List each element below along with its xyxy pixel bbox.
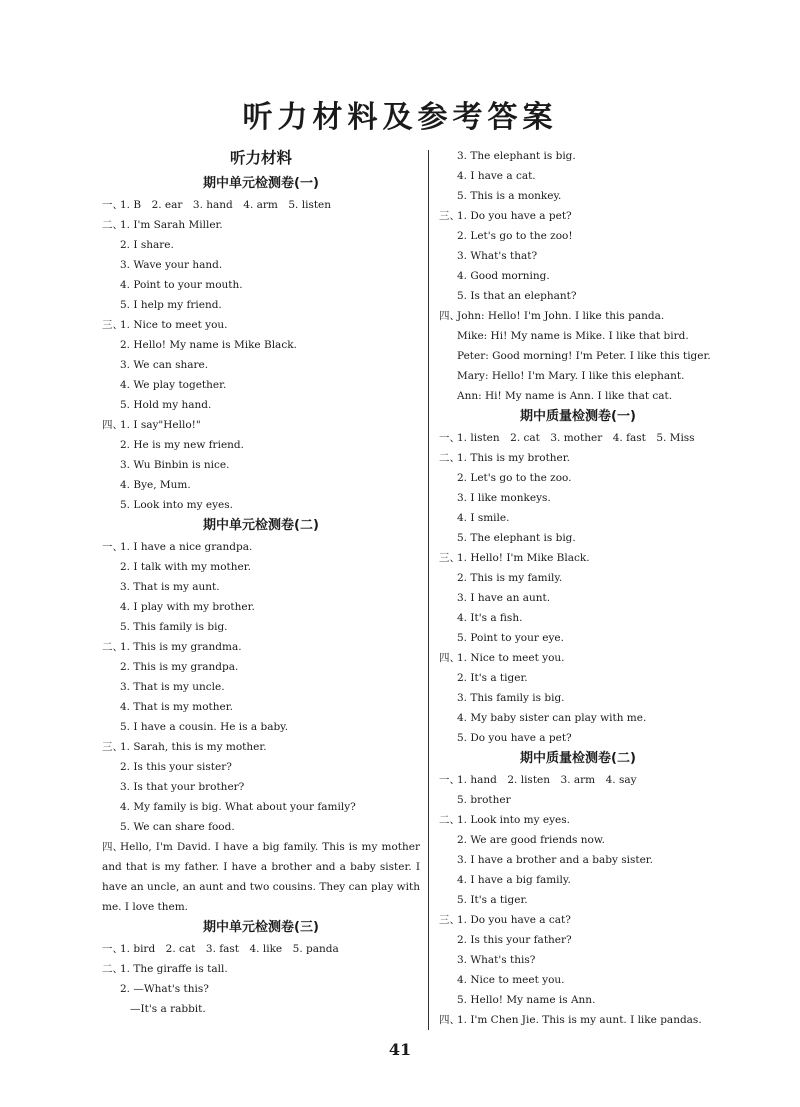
section-heading: 听力材料 <box>229 149 292 167</box>
answer-line: 4. That is my mother. <box>120 701 233 713</box>
answer-line: 3. Wu Binbin is nice. <box>120 459 230 471</box>
answer-line: 2. It's a tiger. <box>457 672 528 684</box>
answer-line: 3. Wave your hand. <box>120 259 223 271</box>
answer-line: 4. My family is big. What about your family? <box>120 801 356 813</box>
left-column <box>102 146 420 1019</box>
answer-text: 1. I'm Chen Jie. This is my aunt. I like pandas. <box>457 1014 702 1026</box>
answer-line: 4. I have a big family. <box>457 874 571 886</box>
answer-line: 3. I have a brother and a baby sister. <box>457 854 653 866</box>
question-number: 四、 <box>439 652 460 664</box>
column-divider <box>428 150 429 1030</box>
answer-line: 3. I like monkeys. <box>457 492 551 504</box>
question-number: 三、 <box>439 552 460 564</box>
answer-line: 4. My baby sister can play with me. <box>457 712 647 724</box>
answer-line: 5. This family is big. <box>120 621 228 633</box>
answer-line: Ann: Hi! My name is Ann. I like that cat. <box>457 390 673 402</box>
answer-line: 2. Let's go to the zoo. <box>457 472 572 484</box>
question-number: 四、 <box>439 310 460 322</box>
answer-line <box>102 195 420 215</box>
answer-text: 1. I'm Sarah Miller. <box>120 219 223 231</box>
answer-line <box>439 648 717 668</box>
answer-text: 1. Nice to meet you. <box>120 319 228 331</box>
question-number: 三、 <box>439 914 460 926</box>
answer-line: 2. This is my family. <box>457 572 563 584</box>
test-heading: 期中质量检测卷(二) <box>520 751 636 766</box>
answer-text: 1. This is my grandma. <box>120 641 242 653</box>
test-heading: 期中单元检测卷(二) <box>203 518 319 533</box>
answer-line <box>102 737 420 757</box>
question-number: 三、 <box>439 210 460 222</box>
answer-line: —It's a rabbit. <box>130 1003 206 1015</box>
answer-line <box>439 770 717 790</box>
answer-line: 3. What's that? <box>457 250 538 262</box>
answer-line: 4. Point to your mouth. <box>120 279 243 291</box>
answer-text: 1. listen 2. cat 3. mother 4. fast 5. Miss <box>457 432 695 444</box>
answer-text: 1. Look into my eyes. <box>457 814 570 826</box>
answer-line: 4. Good morning. <box>457 270 550 282</box>
question-number: 一、 <box>439 432 460 444</box>
question-number: 二、 <box>439 452 460 464</box>
answer-line: 2. —What's this? <box>120 983 209 995</box>
question-number: 二、 <box>102 219 123 231</box>
question-number: 一、 <box>102 199 123 211</box>
question-number: 一、 <box>102 943 123 955</box>
answer-line: 3. Is that your brother? <box>120 781 245 793</box>
answer-line <box>102 537 420 557</box>
passage-text: Hello, I'm David. I have a big family. This is my mother and that is my father. I have a brother and a baby sister. I have an uncle, an aunt and two cousins. They can play with me. I love them. <box>102 841 420 913</box>
answer-line: 3. What's this? <box>457 954 536 966</box>
answer-line <box>102 939 420 959</box>
answer-line: 2. Is this your father? <box>457 934 572 946</box>
question-number: 一、 <box>439 774 460 786</box>
answer-line <box>439 910 717 930</box>
answer-line: 3. That is my aunt. <box>120 581 220 593</box>
answer-text: 1. I have a nice grandpa. <box>120 541 253 553</box>
answer-text: John: Hello! I'm John. I like this panda. <box>457 310 665 322</box>
answer-line <box>439 428 717 448</box>
answer-line <box>439 1010 717 1030</box>
answer-line: 2. Hello! My name is Mike Black. <box>120 339 297 351</box>
answer-text: 1. Nice to meet you. <box>457 652 565 664</box>
answer-line <box>102 959 420 979</box>
answer-line <box>439 548 717 568</box>
answer-line: 5. Hold my hand. <box>120 399 212 411</box>
answer-line: 2. Is this your sister? <box>120 761 232 773</box>
answer-line: 3. This family is big. <box>457 692 565 704</box>
right-content <box>439 146 717 1030</box>
answer-line: 5. I have a cousin. He is a baby. <box>120 721 289 733</box>
answer-line: 2. I talk with my mother. <box>120 561 251 573</box>
answer-line <box>439 810 717 830</box>
question-number: 四、 <box>102 841 123 853</box>
answer-line: Peter: Good morning! I'm Peter. I like this tiger. <box>457 350 711 362</box>
answer-text: 1. hand 2. listen 3. arm 4. say <box>457 774 637 786</box>
answer-line: 4. I play with my brother. <box>120 601 255 613</box>
answer-line <box>102 415 420 435</box>
answer-line: 5. Is that an elephant? <box>457 290 577 302</box>
question-number: 二、 <box>102 641 123 653</box>
answer-line: 5. We can share food. <box>120 821 235 833</box>
answer-line <box>102 215 420 235</box>
answer-line: Mike: Hi! My name is Mike. I like that bird. <box>457 330 689 342</box>
answer-line: 4. I smile. <box>457 512 510 524</box>
answer-line: 2. I share. <box>120 239 174 251</box>
question-number: 四、 <box>102 419 123 431</box>
answer-line: Mary: Hello! I'm Mary. I like this elephant. <box>457 370 685 382</box>
answer-line: 4. We play together. <box>120 379 227 391</box>
answer-line <box>102 637 420 657</box>
answer-line: 3. The elephant is big. <box>457 150 576 162</box>
answer-line: 5. This is a monkey. <box>457 190 562 202</box>
answer-line <box>439 448 717 468</box>
answer-text: 1. This is my brother. <box>457 452 570 464</box>
question-number: 四、 <box>439 1014 460 1026</box>
answer-text: 1. Do you have a cat? <box>457 914 571 926</box>
answer-line: 5. Do you have a pet? <box>457 732 572 744</box>
question-number: 二、 <box>439 814 460 826</box>
answer-text: 1. Hello! I'm Mike Black. <box>457 552 590 564</box>
answer-line: 4. Nice to meet you. <box>457 974 565 986</box>
right-column <box>439 146 717 1030</box>
question-number: 一、 <box>102 541 123 553</box>
question-number: 三、 <box>102 741 123 753</box>
answer-line <box>439 306 717 326</box>
left-content <box>102 173 420 1019</box>
answer-line: 5. It's a tiger. <box>457 894 528 906</box>
test-heading: 期中单元检测卷(一) <box>203 176 319 191</box>
answer-line: 2. We are good friends now. <box>457 834 605 846</box>
answer-line: 3. I have an aunt. <box>457 592 551 604</box>
answer-line: 5. Look into my eyes. <box>120 499 233 511</box>
question-number: 三、 <box>102 319 123 331</box>
answer-line: 5. brother <box>457 794 511 806</box>
answer-text: 1. I say"Hello!" <box>120 419 201 431</box>
question-number: 二、 <box>102 963 123 975</box>
answer-line: 2. This is my grandpa. <box>120 661 239 673</box>
answer-line: 2. Let's go to the zoo! <box>457 230 573 242</box>
answer-line: 3. That is my uncle. <box>120 681 225 693</box>
test-heading: 期中单元检测卷(三) <box>203 920 319 935</box>
answer-line: 3. We can share. <box>120 359 209 371</box>
answer-text: 1. bird 2. cat 3. fast 4. like 5. panda <box>120 943 339 955</box>
answer-line <box>102 315 420 335</box>
answer-line: 2. He is my new friend. <box>120 439 244 451</box>
answer-line: 5. Hello! My name is Ann. <box>457 994 596 1006</box>
answer-line: 4. Bye, Mum. <box>120 479 191 491</box>
answer-line: 5. Point to your eye. <box>457 632 564 644</box>
answer-text: 1. Do you have a pet? <box>457 210 572 222</box>
answer-line: 4. It's a fish. <box>457 612 523 624</box>
answer-line: 5. I help my friend. <box>120 299 222 311</box>
answer-line: 5. The elephant is big. <box>457 532 576 544</box>
page-title: 听力材料及参考答案 <box>242 100 558 135</box>
test-heading: 期中质量检测卷(一) <box>520 409 636 424</box>
answer-text: 1. Sarah, this is my mother. <box>120 741 267 753</box>
answer-text: 1. The giraffe is tall. <box>120 963 228 975</box>
answer-text: 1. B 2. ear 3. hand 4. arm 5. listen <box>120 199 332 211</box>
answer-line: 4. I have a cat. <box>457 170 536 182</box>
passage-paragraph <box>102 837 420 917</box>
page-number: 41 <box>388 1040 412 1059</box>
answer-line <box>439 206 717 226</box>
